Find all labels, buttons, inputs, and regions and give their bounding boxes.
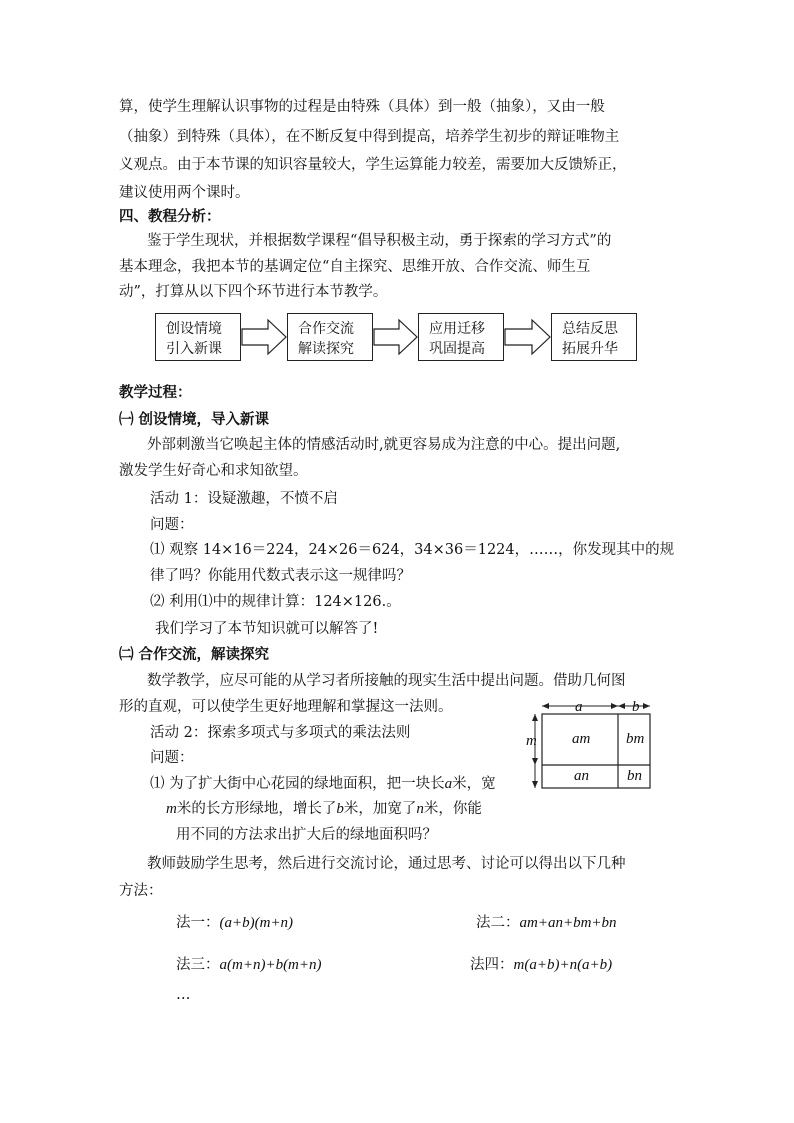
dim-arrow-a-left — [542, 703, 549, 709]
method-2-label: 法二： — [476, 915, 520, 931]
flow-step-1-line2: 引入新课 — [166, 341, 222, 357]
question-1-line-2: 律了吗？你能用代数式表示这一规律吗？ — [150, 568, 411, 584]
part2-line-1: 数学教学，应尽可能的从学习者所接触的现实生活中提出问题。借助几何图 — [147, 673, 626, 689]
question-3-text-b: 米，宽 — [452, 776, 496, 792]
method-4-expr: m(a+b)+n(a+b) — [513, 957, 613, 973]
question-3-text-a: ⑴ 为了扩大街中心花园的绿地面积，把一块长 — [150, 776, 445, 792]
cell-an: an — [574, 768, 589, 784]
question-label-2: 问题： — [150, 750, 194, 766]
part1-line-2: 激发学生好奇心和求知欲望。 — [119, 463, 308, 479]
part1-heading: ㈠ 创设情境，导入新课 — [119, 412, 270, 428]
question-1-line-1: ⑴ 观察 14×16＝224，24×26＝624，34×36＝1224，……，你发现其中的规 — [150, 542, 675, 558]
dim-arrow-b-left — [618, 703, 625, 709]
question-3-text-e: 米，你能 — [423, 801, 482, 817]
activity-2: 活动 2：探索多项式与多项式的乘法法则 — [150, 725, 411, 741]
part1-closing: 我们学习了本节知识就可以解答了! — [155, 621, 379, 637]
question-2: ⑵ 利用⑴中的规律计算：124×126.。 — [150, 594, 401, 610]
dim-arrow-a-right — [611, 703, 618, 709]
ellipsis: … — [176, 987, 191, 1003]
flow-step-1-line1: 创设情境 — [166, 321, 222, 337]
process-heading: 教学过程： — [119, 385, 192, 401]
discussion-line-1: 教师鼓励学生思考，然后进行交流讨论，通过思考、讨论可以得出以下几种 — [147, 856, 626, 872]
flow-step-2-line2: 解读探究 — [298, 341, 354, 357]
method-3-label: 法三： — [176, 957, 220, 973]
section4-line-3: 动”，打算从以下四个环节进行本节教学。 — [119, 284, 388, 300]
method-4-label: 法四： — [470, 957, 514, 973]
flow-step-4-line1: 总结反思 — [562, 321, 618, 337]
var-n: n — [416, 801, 424, 817]
flow-step-2-line1: 合作交流 — [298, 321, 354, 337]
part2-heading: ㈡ 合作交流，解读探究 — [119, 647, 270, 663]
dim-arrow-b-right — [643, 703, 650, 709]
dim-arrow-n-bottom — [532, 781, 538, 788]
cell-bm: bm — [626, 731, 645, 747]
flow-step-4-line2: 拓展升华 — [562, 341, 618, 357]
intro-line-4: 建议使用两个课时。 — [119, 185, 250, 201]
var-m: m — [166, 801, 177, 817]
question-3-text-c: 米的长方形绿地，增长了 — [176, 801, 337, 817]
intro-line-1: 算，使学生理解认识事物的过程是由特殊（具体）到一般（抽象），又由一般 — [119, 99, 605, 115]
diagram-label-a: a — [575, 699, 583, 715]
intro-line-2: （抽象）到特殊（具体），在不断反复中得到提高，培养学生初步的辩证唯物主 — [119, 129, 620, 145]
section4-line-1: 鉴于学生现状，并根据数学课程“倡导积极主动，勇于探索的学习方式”的 — [147, 233, 612, 249]
part2-line-2: 形的直观，可以使学生更好地理解和掌握这一法则。 — [119, 699, 453, 715]
question-3-line-3: 用不同的方法求出扩大后的绿地面积吗？ — [176, 827, 437, 843]
flow-step-3-line1: 应用迁移 — [429, 321, 485, 337]
dim-arrow-m-bottom — [532, 758, 538, 765]
var-a: a — [444, 776, 453, 792]
method-1-expr: (a+b)(m+n) — [219, 915, 294, 931]
cell-am: am — [572, 731, 591, 747]
flow-step-3-line2: 巩固提高 — [429, 341, 485, 357]
method-1-label: 法一： — [176, 915, 220, 931]
question-label-1: 问题： — [150, 517, 194, 533]
method-3-expr: a(m+n)+b(m+n) — [219, 957, 322, 973]
diagram-label-m: m — [526, 733, 537, 749]
method-2-expr: am+an+bm+bn — [519, 915, 617, 931]
section4-line-2: 基本理念，我把本节的基调定位“自主探究、思维开放、合作交流、师生互 — [119, 259, 591, 275]
var-b: b — [336, 801, 344, 817]
dim-arrow-m-top — [532, 714, 538, 721]
section4-heading: 四、教程分析： — [119, 209, 221, 225]
question-3-text-d: 米，加宽了 — [343, 801, 417, 817]
intro-line-3: 义观点。由于本节课的知识容量较大，学生运算能力较差，需要加大反馈矫正， — [119, 157, 627, 173]
discussion-line-2: 方法： — [119, 883, 163, 899]
cell-bn: bn — [627, 768, 642, 784]
activity-1: 活动 1：设疑激趣，不愤不启 — [150, 491, 338, 507]
part1-line-1: 外部刺激当它唤起主体的情感活动时,就更容易成为注意的中心。提出问题, — [147, 437, 621, 453]
diagram-label-b: b — [632, 699, 640, 715]
